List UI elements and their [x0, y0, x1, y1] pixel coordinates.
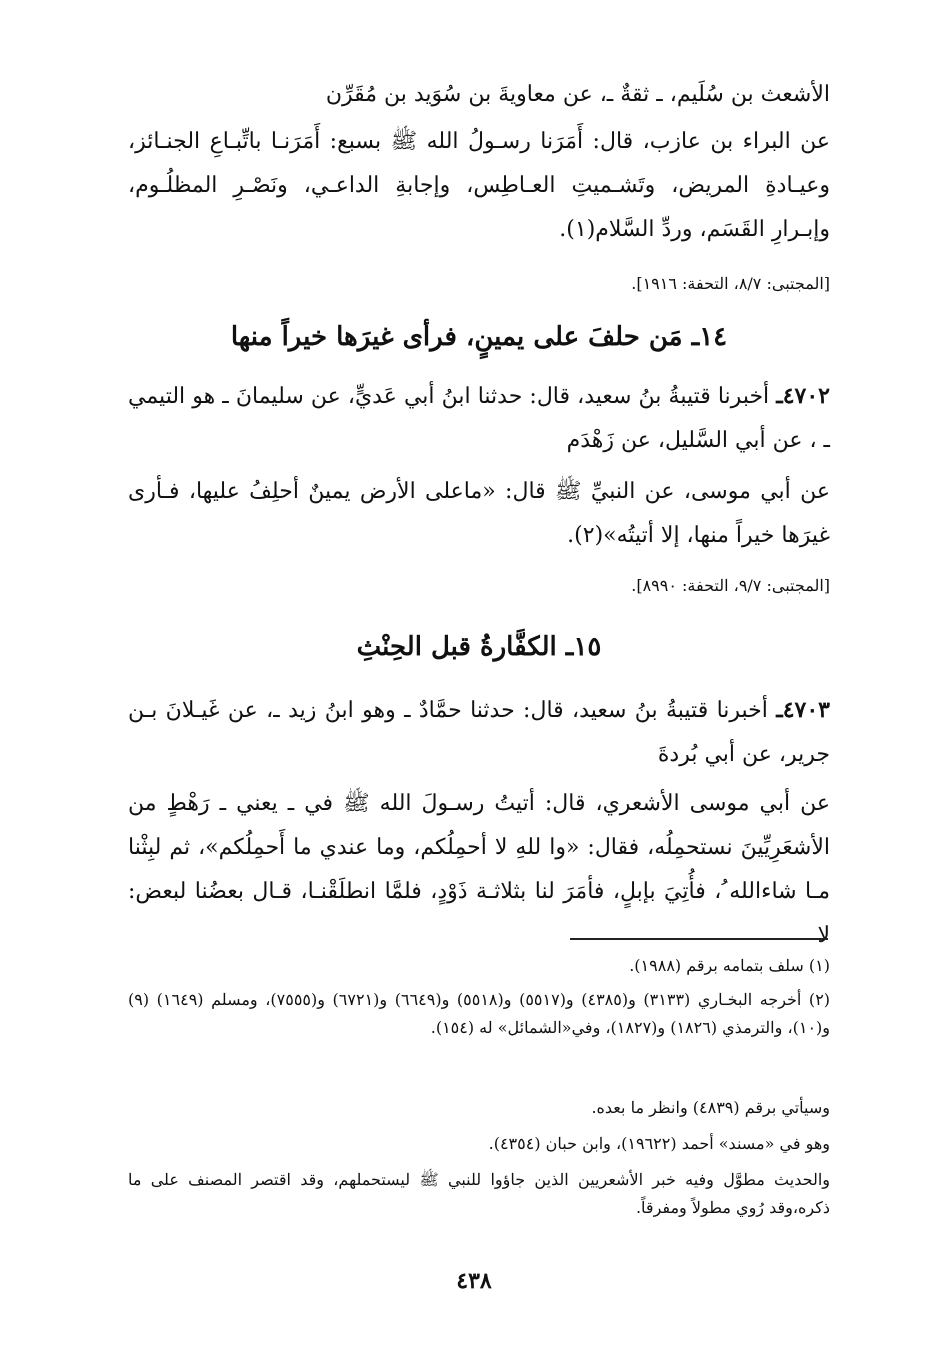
hadith-number: ٤٧٠٢ـ: [776, 383, 830, 409]
isnad-4703: [128, 688, 830, 777]
matn-4703: عن أبي موسى الأشعري، قال: أتيتُ رسـولَ الله ﷺ في ـ يعني ـ رَهْطٍ من الأشعَرِيِّينَ نستحمِلُه، فقال: «وا للهِ لا أحمِلُكم، وما عندي ما أَحمِلُكم»، ثم لبِثْنا مـا شاءالله ُ، فأُتِيَ بإبلٍ، فأمَرَ لنا بثلاثـة ذَوْدٍ، فلمَّا انطلَقْنـا، قـال بعضُنا لبعض: لا: [128, 791, 830, 948]
page-number: ٤٣٨: [456, 1268, 492, 1294]
chapter-heading-14: ١٤ـ مَن حلفَ على يمينٍ، فرأى غيرَها خيراً منها: [230, 322, 728, 352]
reference-note: [المجتبى: ٨/٧، التحفة: ١٩١٦].: [631, 274, 830, 293]
isnad-continuation: الأشعث بن سُلَيم، ـ ثقةٌ ـ، عن معاويةَ بن سُوَيد بن مُقَرِّن: [325, 82, 830, 107]
footnote-1: (١) سلف بتمامه برقم (١٩٨٨).: [629, 956, 830, 975]
footnote-text: وسيأتي برقم (٤٨٣٩) وانظر ما بعده.: [591, 1098, 830, 1117]
hadith-number: ٤٧٠٣ـ: [776, 697, 830, 723]
footnote-separator: [570, 938, 828, 940]
footnote-text: وهو في «مسند» أحمد (١٩٦٢٢)، وابن حبان (٤٣٥٤).: [488, 1134, 830, 1153]
chapter-heading-15: ١٥ـ الكفَّارةُ قبل الحِنْثِ: [356, 632, 602, 662]
hadith-text: عن البراء بن عازب، قال: أَمَرَنا رسـولُ الله ﷺ بسبع: أَمَرَنـا باتِّبـاعِ الجنـائز، وعيـادةِ المريض، وتَشـميتِ العـاطِس، وإجابةِ الداعـي، ونَصْـرِ المظلُـوم، وإبـرارِ القَسَم، وردِّ السَّلام(١).: [128, 129, 830, 242]
matn-4702: عن أبي موسى، عن النبيِّ ﷺ قال: «ماعلى الأرض يمينٌ أحلِفُ عليها، فـأرى غيرَها خيراً منها، إلا أتيتُه»(٢).: [128, 479, 830, 548]
reference-note: [المجتبى: ٩/٧، التحفة: ٨٩٩٠].: [631, 576, 830, 595]
isnad-4702: [128, 374, 830, 463]
footnote-2: (٢) أخرجه البخـاري (٣١٣٣) و(٤٣٨٥) و(٥٥١٧) و(٥٥١٨) و(٦٦٤٩) و(٦٧٢١) و(٧٥٥٥)، ومسلم (١٦٤٩) (٩) و(١٠)، والترمذي (١٨٢٦) و(١٨٢٧)، وفي«الشمائل» له (١٥٤).: [128, 990, 831, 1037]
footnote-text: والحديث مطوَّل وفيه خبر الأشعريين الذين جاؤوا للنبي ﷺ ليستحملهم، وقد اقتصر المصنف على ما ذكره،وقد رُوي مطولاً ومفرقاً.: [128, 1170, 830, 1217]
isnad-text: أخبرنا قتيبةُ بنُ سعيد، قال: حدثنا حمَّادٌ ـ وهو ابنُ زيد ـ، عن غَيـلانَ بـن جرير، عن أبي بُردةَ: [128, 698, 830, 767]
isnad-text: أخبرنا قتيبةُ بنُ سعيد، قال: حدثنا ابنُ أبي عَديٍّ، عن سليمانَ ـ هو التيمي ـ ، عن أبي السَّليل، عن زَهْدَم: [128, 384, 830, 453]
